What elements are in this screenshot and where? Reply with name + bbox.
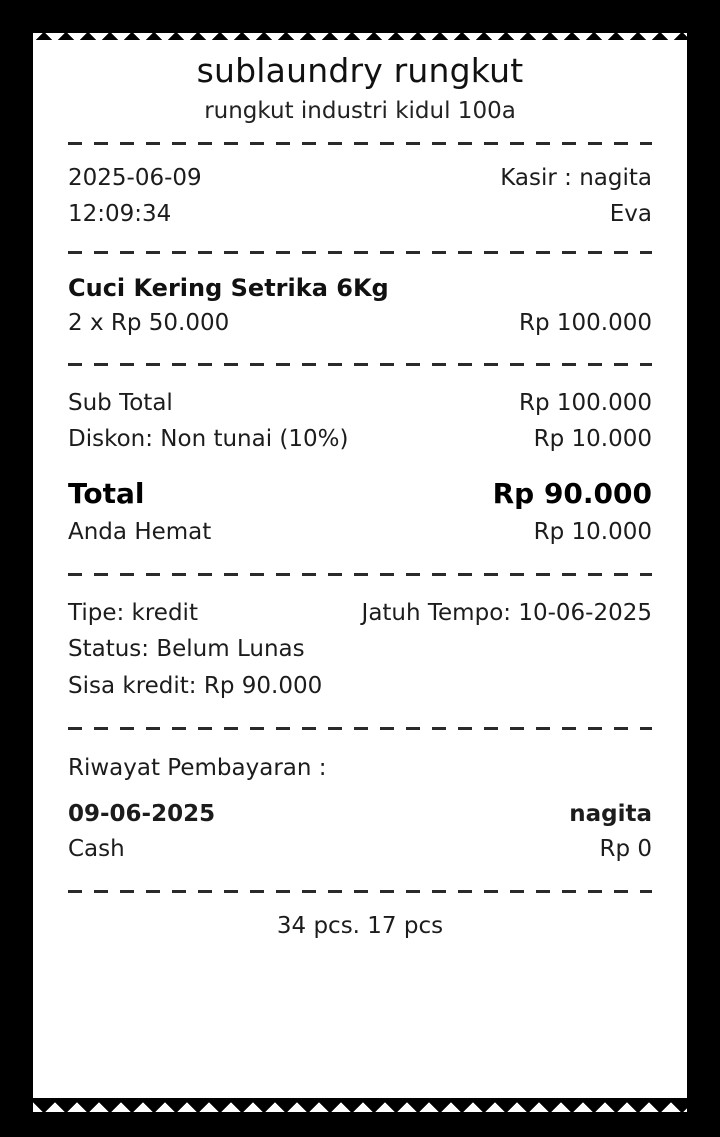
discount-value: Rp 10.000 — [533, 425, 652, 452]
payment-history-row-head — [68, 797, 652, 833]
item-qty-price: 2 x Rp 50.000 — [68, 309, 230, 336]
cashier-label: Kasir : nagita — [500, 165, 652, 192]
discount-label: Diskon: Non tunai (10%) — [68, 425, 349, 452]
receipt-time: 12:09:34 — [68, 201, 172, 228]
savings-row — [68, 515, 652, 551]
payment-amount: Rp 0 — [599, 836, 652, 863]
credit-type-row — [68, 596, 652, 632]
meta-row-date — [68, 161, 652, 197]
total-value: Rp 90.000 — [492, 476, 652, 510]
shop-name: sublaundry rungkut — [196, 51, 524, 90]
receipt-bottom-edge — [33, 1098, 687, 1112]
credit-type: Tipe: kredit — [68, 599, 198, 626]
divider-meta — [68, 251, 652, 254]
subtotal-value: Rp 100.000 — [518, 390, 652, 417]
credit-due-date: Jatuh Tempo: 10-06-2025 — [361, 599, 652, 626]
subtotal-label: Sub Total — [68, 390, 173, 417]
total-label: Total — [68, 476, 145, 510]
payment-method: Cash — [68, 836, 125, 863]
savings-label: Anda Hemat — [68, 518, 212, 545]
receipt-footer: 34 pcs. 17 pcs — [276, 912, 444, 939]
divider-history — [68, 890, 652, 893]
item-amount: Rp 100.000 — [518, 309, 652, 336]
cashier-name-second-line: Eva — [609, 201, 652, 228]
credit-status: Status: Belum Lunas — [68, 636, 305, 663]
divider-summary — [68, 573, 652, 576]
divider-credit — [68, 727, 652, 730]
payment-operator: nagita — [569, 800, 652, 827]
spacer — [68, 787, 652, 797]
payment-history-row-detail — [68, 832, 652, 868]
receipt-top-edge — [33, 26, 687, 40]
receipt-date: 2025-06-09 — [68, 165, 202, 192]
receipt-content — [68, 52, 652, 939]
subtotal-row — [68, 386, 652, 422]
savings-value: Rp 10.000 — [533, 518, 652, 545]
credit-remaining: Sisa kredit: Rp 90.000 — [68, 673, 323, 700]
item-name: Cuci Kering Setrika 6Kg — [68, 273, 389, 302]
item-row — [68, 306, 652, 342]
divider-header — [68, 142, 652, 145]
payment-date: 09-06-2025 — [68, 800, 216, 827]
divider-items — [68, 363, 652, 366]
shop-address: rungkut industri kidul 100a — [204, 97, 516, 124]
meta-row-time — [68, 197, 652, 233]
discount-row — [68, 422, 652, 458]
payment-history-title: Riwayat Pembayaran : — [68, 754, 327, 781]
total-row — [68, 472, 652, 515]
